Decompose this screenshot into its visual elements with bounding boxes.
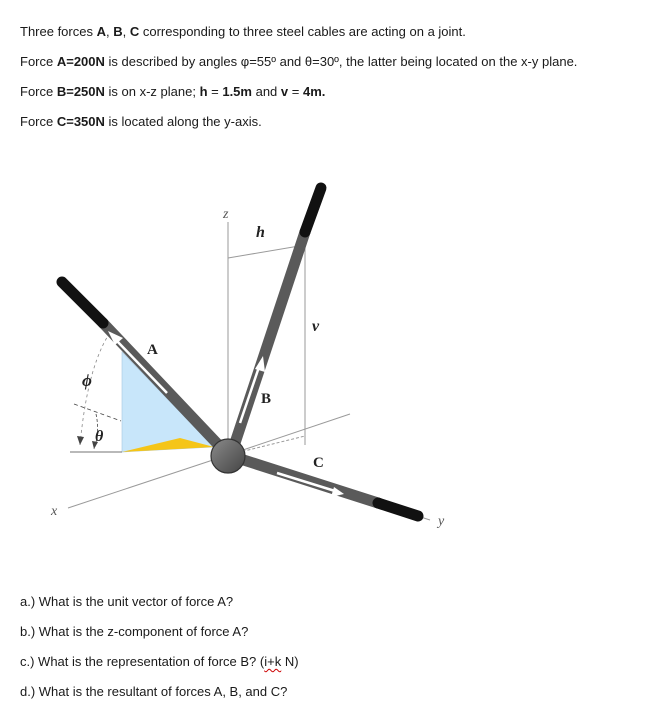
force-b-mid1: is on x-z plane; [104,84,200,99]
a-label: A [147,342,158,358]
v-value: 4m. [302,84,326,99]
force-c-description: is located along the y-axis. [104,114,262,129]
force-a-prefix: Force [20,54,57,69]
force-a-blue-plane [122,352,214,452]
force-c-line [20,114,262,130]
z-axis-label: z [223,207,229,222]
intro-sep2: , [122,24,130,39]
intro-force-a: A [96,24,106,39]
joint [211,439,245,473]
question-b: b.) What is the z-component of force A? [20,624,249,639]
v-label: v [312,318,320,335]
question-a: a.) What is the unit vector of force A? [20,594,234,609]
question-c-spellcheck-mark: i+k [264,654,282,669]
phi-arrowhead [77,436,84,445]
question-c [20,654,299,670]
theta-label: θ [95,428,104,445]
x-axis-label: x [51,504,58,519]
force-b-value: B=250N [56,84,105,99]
cable-a-end [62,282,103,323]
force-c-prefix: Force [20,114,57,129]
cable-c-end [378,503,418,516]
intro-suffix: corresponding to three steel cables are acting on a joint. [139,24,466,39]
question-c-suffix: N) [281,654,299,669]
phi-label: ϕ [82,371,92,390]
y-axis-label: y [438,514,445,529]
cable-b [231,232,305,455]
angle-guide-line [74,404,121,421]
intro-force-c: C [129,24,140,39]
force-a-line [20,54,577,70]
force-b-prefix: Force [20,84,57,99]
h-label: h [256,224,265,241]
b-label: B [261,391,272,407]
x-axis [68,455,228,508]
force-b-mid3: and [251,84,281,99]
h-symbol: h [199,84,208,99]
force-b-mid2: = [207,84,223,99]
force-c-value: C=350N [56,114,105,129]
force-a-description: is described by angles φ=55º and θ=30º, the latter being located on the x-y plane. [104,54,578,69]
force-diagram [0,170,670,570]
intro-force-b: B [113,24,123,39]
force-a-value: A=200N [56,54,105,69]
force-b-line [20,84,325,100]
force-b-mid4: = [288,84,303,99]
intro-line [20,24,466,40]
cable-c [228,455,378,503]
c-label: C [313,455,324,471]
question-d: d.) What is the resultant of forces A, B, and C? [20,684,288,699]
question-c-prefix: c.) What is the representation of force B? ( [20,654,265,669]
cable-b-end [305,188,321,232]
h-value: 1.5m [222,84,252,99]
v-symbol: v [280,84,289,99]
intro-sep1: , [105,24,114,39]
intro-prefix: Three forces [20,24,97,39]
